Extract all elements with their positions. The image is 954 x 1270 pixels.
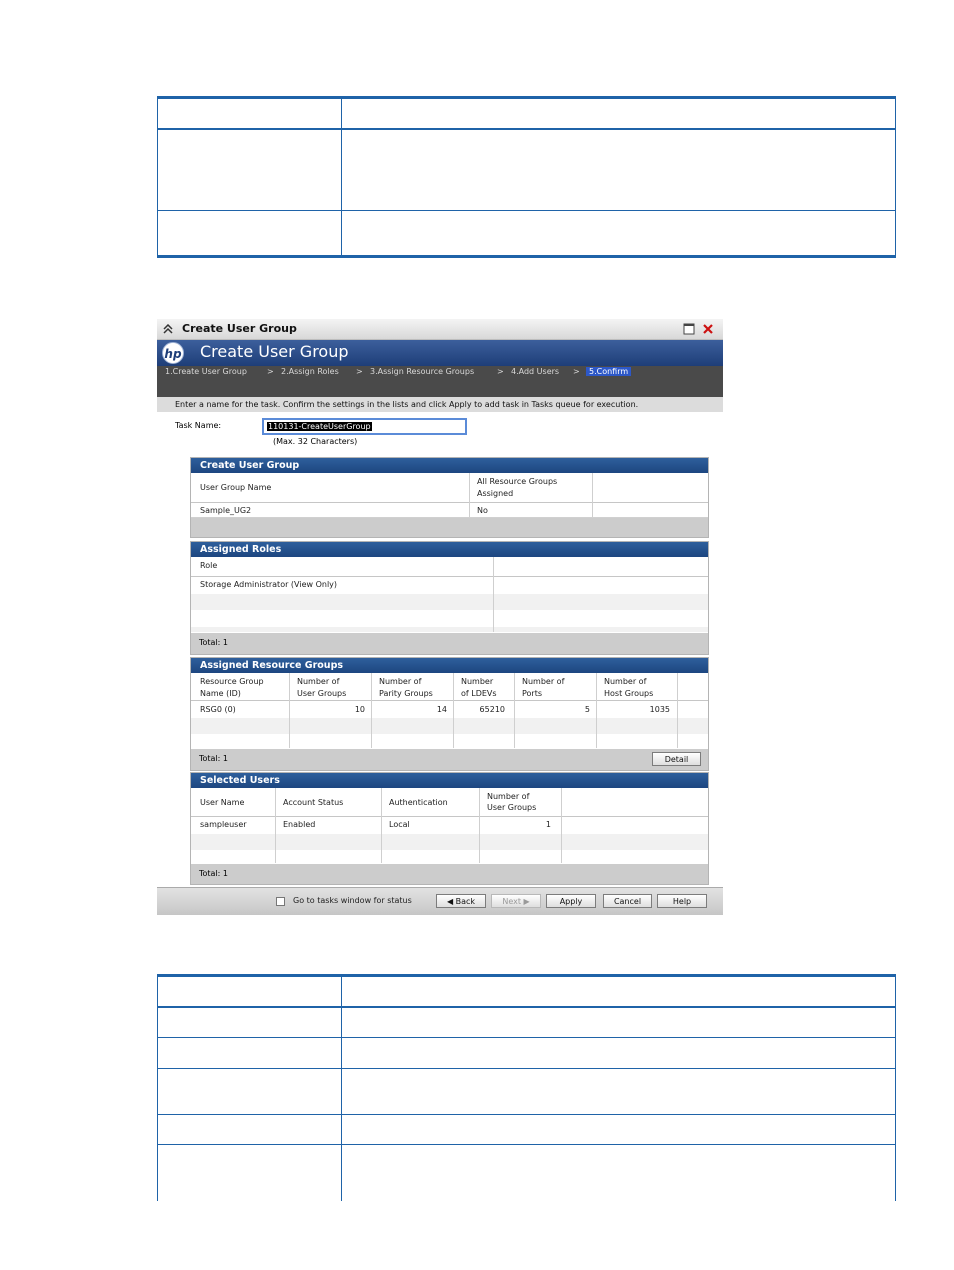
user-name-cell: sampleuser — [200, 820, 247, 829]
column-header-role[interactable]: Role — [200, 561, 218, 570]
resource-groups-total: Total: 1 — [199, 754, 229, 763]
column-header-assigned: Assigned — [477, 489, 514, 498]
ports-cell: 5 — [584, 705, 590, 714]
host-groups-cell: 1035 — [649, 705, 670, 714]
assigned-roles-panel — [190, 541, 709, 655]
maximize-icon[interactable] — [683, 323, 695, 335]
column-header-number-of-user-groups[interactable]: Number of — [487, 792, 530, 801]
create-user-group-window — [157, 319, 723, 914]
doc-table-row — [157, 1069, 896, 1115]
column-header-number-of-user-groups-line2: User Groups — [487, 803, 537, 812]
wizard-steps — [157, 366, 723, 397]
column-header-ports-line2: Ports — [522, 689, 543, 698]
users-total: Total: 1 — [199, 869, 229, 878]
column-header-user-group-name[interactable]: User Group Name — [200, 483, 272, 492]
step-separator: > — [573, 367, 580, 376]
column-header-parity-groups-line2: Parity Groups — [379, 689, 433, 698]
panel-footer — [191, 749, 708, 770]
column-header-host-groups[interactable]: Number of — [604, 677, 647, 686]
column-header-ldevs-line2: of LDEVs — [461, 689, 497, 698]
task-name-label: Task Name: — [175, 421, 222, 430]
go-to-tasks-checkbox[interactable] — [276, 897, 285, 906]
doc-table-row — [157, 1038, 896, 1069]
window-titlebar[interactable] — [157, 319, 723, 340]
cancel-button[interactable]: Cancel — [603, 894, 652, 908]
step-assign-roles: 2.Assign Roles — [281, 367, 339, 376]
doc-table-row — [157, 1008, 896, 1038]
user-group-count-cell: 1 — [545, 820, 551, 829]
selected-users-panel — [190, 772, 709, 885]
task-name-value: 110131-CreateUserGroup — [268, 422, 371, 431]
authentication-cell: Local — [389, 820, 410, 829]
next-label: Next — [502, 897, 521, 906]
panel-title: Create User Group — [191, 458, 708, 473]
column-header-user-name[interactable]: User Name — [200, 798, 245, 807]
column-header-ports[interactable]: Number of — [522, 677, 565, 686]
instruction-text: Enter a name for the task. Confirm the settings in the lists and click Apply to add task in Tasks queue for execution. — [157, 397, 723, 412]
detail-button[interactable]: Detail — [652, 752, 701, 766]
panel-title: Assigned Resource Groups — [191, 658, 708, 673]
column-header-resource-group[interactable]: Resource Group — [200, 677, 264, 686]
parity-groups-cell: 14 — [436, 705, 447, 714]
step-separator: > — [267, 367, 274, 376]
column-header-parity-groups[interactable]: Number of — [379, 677, 422, 686]
close-icon[interactable] — [702, 323, 714, 335]
doc-table-row — [157, 130, 896, 211]
task-name-input[interactable] — [262, 418, 467, 435]
go-to-tasks-label: Go to tasks window for status — [293, 896, 412, 905]
doc-table-row — [157, 1145, 896, 1201]
help-button[interactable]: Help — [657, 894, 707, 908]
next-button[interactable] — [491, 894, 541, 908]
step-separator: > — [356, 367, 363, 376]
banner-title: Create User Group — [200, 342, 349, 361]
step-separator: > — [497, 367, 504, 376]
banner — [157, 340, 723, 366]
column-header-ldevs[interactable]: Number — [461, 677, 494, 686]
panel-footer — [191, 864, 708, 884]
wizard-footer — [157, 887, 723, 915]
top-doc-table — [157, 96, 896, 258]
create-user-group-panel — [190, 457, 709, 538]
step-create-user-group: 1.Create User Group — [165, 367, 247, 376]
apply-button[interactable]: Apply — [546, 894, 596, 908]
roles-total: Total: 1 — [199, 638, 229, 647]
next-arrow-icon: ▶ — [523, 897, 530, 906]
back-label: Back — [455, 897, 476, 906]
doc-table-header-row — [157, 99, 896, 130]
panel-footer — [191, 518, 708, 537]
panel-footer — [191, 633, 708, 654]
back-button[interactable] — [436, 894, 486, 908]
panel-title: Selected Users — [191, 773, 708, 788]
step-confirm-current: 5.Confirm — [586, 367, 631, 376]
panel-title: Assigned Roles — [191, 542, 708, 557]
user-groups-cell: 10 — [354, 705, 365, 714]
column-header-user-groups[interactable]: Number of — [297, 677, 340, 686]
hp-logo: hp — [162, 342, 184, 364]
all-assigned-cell: No — [477, 506, 488, 515]
column-header-account-status[interactable]: Account Status — [283, 798, 344, 807]
doc-table-row — [157, 211, 896, 258]
column-header-all-resource-groups[interactable]: All Resource Groups — [477, 477, 558, 486]
bottom-doc-table — [157, 974, 896, 1201]
column-header-resource-group-line2: Name (ID) — [200, 689, 241, 698]
task-name-hint: (Max. 32 Characters) — [273, 437, 358, 446]
column-header-user-groups-line2: User Groups — [297, 689, 347, 698]
back-arrow-icon: ◀ — [446, 897, 454, 906]
user-group-name-cell: Sample_UG2 — [200, 506, 252, 515]
column-header-host-groups-line2: Host Groups — [604, 689, 654, 698]
account-status-cell: Enabled — [283, 820, 316, 829]
resource-group-cell: RSG0 (0) — [200, 705, 236, 714]
doc-table-row — [157, 1115, 896, 1145]
column-header-authentication[interactable]: Authentication — [389, 798, 448, 807]
role-cell: Storage Administrator (View Only) — [200, 580, 338, 589]
collapse-icon[interactable] — [163, 324, 173, 334]
window-title: Create User Group — [182, 322, 297, 335]
doc-table-header-row — [157, 977, 896, 1008]
step-assign-resource-groups: 3.Assign Resource Groups — [370, 367, 475, 376]
ldevs-cell: 65210 — [479, 705, 505, 714]
step-add-users: 4.Add Users — [511, 367, 560, 376]
assigned-resource-groups-panel — [190, 657, 709, 771]
